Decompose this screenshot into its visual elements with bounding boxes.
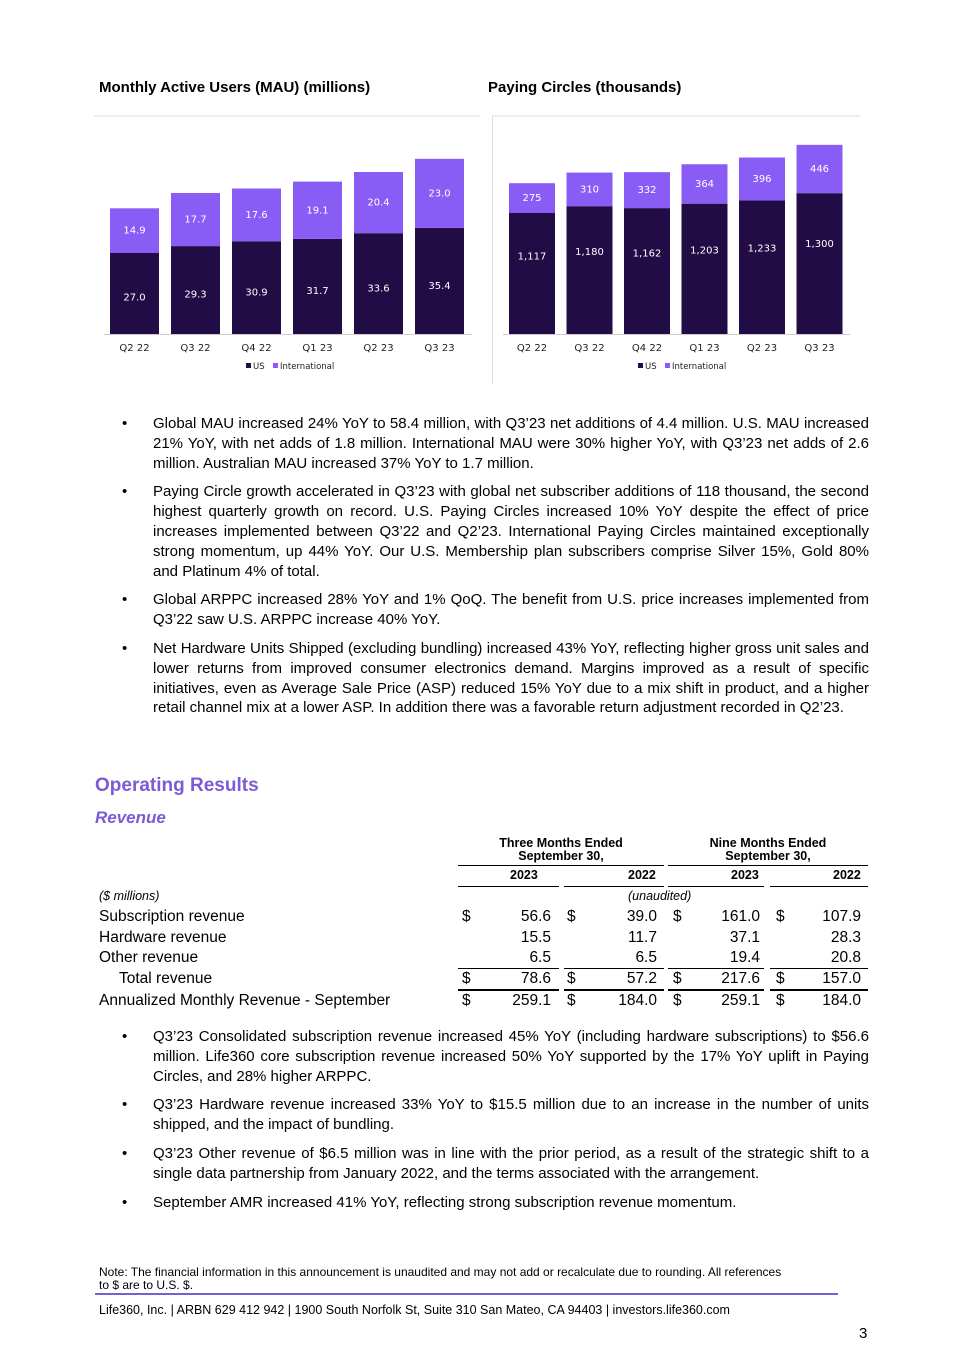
total-rule [458, 989, 559, 991]
table-cell: 184.0 [618, 992, 657, 1009]
table-cell: 57.2 [626, 970, 657, 987]
x-tick-label: Q4 22 [631, 343, 663, 354]
currency-symbol: $ [673, 992, 682, 1009]
x-tick-label: Q1 23 [302, 343, 333, 354]
x-tick-label: Q3 23 [804, 343, 835, 354]
data-label-us: 1,117 [517, 251, 547, 263]
x-tick-label: Q3 22 [574, 343, 605, 354]
year-rule [668, 886, 764, 887]
footer-text: Life360, Inc. | ARBN 629 412 942 | 1900 South Norfolk St, Suite 310 San Mateo, CA 94403 | investors.life360.com [99, 1303, 730, 1317]
data-label-us: 1,180 [575, 247, 604, 259]
table-row-label: Annualized Monthly Revenue - September [99, 992, 391, 1009]
x-tick-label: Q2 22 [516, 343, 548, 354]
total-rule [770, 989, 868, 991]
year-header: 2023 [731, 868, 759, 882]
data-label-international: 310 [579, 184, 600, 196]
header-rule [458, 865, 664, 866]
table-cell: 157.0 [822, 970, 861, 987]
table-cell: 6.5 [635, 949, 657, 966]
legend-swatch-international [273, 363, 278, 368]
subtotal-rule [668, 968, 764, 969]
paying-circles-chart [492, 112, 860, 384]
table-cell: 107.9 [822, 908, 861, 925]
data-label-international: 446 [809, 164, 830, 176]
currency-symbol: $ [567, 992, 576, 1009]
legend-swatch-us [246, 363, 251, 368]
table-cell: 259.1 [512, 992, 551, 1009]
x-tick-label: Q4 22 [241, 343, 272, 354]
currency-symbol: $ [776, 908, 785, 925]
units-label: ($ millions) [99, 889, 160, 903]
data-label-us: 1,162 [632, 248, 662, 260]
currency-symbol: $ [462, 908, 471, 925]
table-cell: 20.8 [830, 949, 861, 966]
list-item: • Paying Circle growth accelerated in Q3’23 with global net subscriber additions of 118 thousand, the second highest quarterly growth on record. U.S. Paying Circles increased 10% YoY despite the effect of price increases implemented between Q3’22 and Q2’23. International Paying Circles maintained exceptionally strong momentum, up 44% YoY. Our U.S. Membership plan subscribers comprise Silver 15%, Gold 80% and Platinum 4% of total. [122, 483, 869, 580]
footer-divider [95, 1293, 838, 1295]
section-title: Operating Results [95, 775, 259, 796]
section-subtitle: Revenue [95, 808, 166, 827]
data-label-us: 33.6 [367, 283, 390, 295]
currency-symbol: $ [776, 992, 785, 1009]
table-row-label: Total revenue [119, 970, 213, 987]
data-label-international: 17.6 [245, 209, 268, 221]
subtotal-rule [458, 968, 559, 969]
x-tick-label: Q2 23 [746, 343, 778, 354]
mau-chart [94, 112, 480, 384]
data-label-us: 27.0 [123, 292, 146, 304]
subtotal-rule [770, 968, 868, 969]
bar-us [739, 200, 785, 334]
year-rule [770, 886, 868, 887]
list-item: • Q3’23 Other revenue of $6.5 million was in line with the prior period, as a result of the strategic shift to a single data partnership from January 2022, and the terms associated with the arrangement. [122, 1144, 869, 1182]
table-cell: 15.5 [520, 929, 551, 946]
table-cell: 161.0 [721, 908, 760, 925]
kpi-bullet-list [97, 414, 869, 727]
legend-label-international: International [280, 362, 335, 372]
nine-months-header: Nine Months Ended September 30, [709, 836, 827, 863]
table-cell: 19.4 [729, 949, 760, 966]
x-tick-label: Q1 23 [689, 343, 720, 354]
table-cell: 78.6 [520, 970, 551, 987]
data-label-us: 29.3 [184, 289, 207, 301]
table-cell: 184.0 [822, 992, 861, 1009]
x-tick-label: Q2 23 [363, 343, 394, 354]
table-cell: 217.6 [721, 970, 760, 987]
bar-us [624, 208, 670, 334]
list-item: • Global MAU increased 24% YoY to 58.4 million, with Q3’23 net additions of 4.4 million. U.S. MAU increased 21% YoY, with net adds of 1.8 million. International MAU were 30% higher YoY, with Q3’23 net adds of 2.6 million. Australian MAU increased 37% YoY to 1.7 million. [122, 415, 869, 472]
list-item: • Net Hardware Units Shipped (excluding bundling) increased 43% YoY, reflecting higher gross unit sales and lower returns from improved consumer electronics demand. Margins improved as a result of specific initiatives, even as Average Sale Price (ASP) reduced 15% YoY due to a mix shift in product, and a higher retail channel mix at a lower ASP. In addition there was a favorable return adjustment recorded in Q2’23. [122, 639, 869, 717]
year-header: 2023 [510, 868, 538, 882]
table-row-label: Hardware revenue [99, 929, 227, 946]
data-label-international: 14.9 [123, 225, 146, 237]
table-cell: 11.7 [627, 929, 657, 946]
total-rule [564, 989, 664, 991]
year-rule [564, 886, 664, 887]
unaudited-label: (unaudited) [628, 889, 692, 903]
bar-us [509, 213, 555, 334]
mau-chart-title: Monthly Active Users (MAU) (millions) [99, 79, 371, 96]
list-item: • Global ARPPC increased 28% YoY and 1% QoQ. The benefit from U.S. price increases implemented from Q3’22 saw U.S. ARPPC increase 40% YoY. [122, 591, 869, 629]
subtotal-rule [564, 968, 664, 969]
currency-symbol: $ [567, 908, 576, 925]
year-rule [458, 886, 559, 887]
data-label-international: 396 [752, 173, 772, 185]
data-label-us: 1,233 [747, 243, 777, 255]
legend-label-international: International [672, 362, 727, 372]
three-months-header: Three Months Ended September 30, [499, 836, 623, 863]
table-row-label: Other revenue [99, 949, 199, 966]
legend-swatch-international [665, 363, 670, 368]
total-rule [668, 989, 764, 991]
table-cell: 6.5 [529, 949, 551, 966]
data-label-us: 31.7 [306, 286, 329, 298]
currency-symbol: $ [567, 970, 576, 987]
data-label-international: 19.1 [306, 205, 329, 217]
data-label-us: 35.4 [428, 281, 451, 293]
year-header: 2022 [628, 868, 656, 882]
table-cell: 259.1 [721, 992, 760, 1009]
legend-label-us: US [253, 362, 265, 372]
x-tick-label: Q3 23 [424, 343, 455, 354]
data-label-international: 275 [522, 193, 542, 205]
list-item: • Q3’23 Consolidated subscription revenue increased 45% YoY (including hardware subscriptions) to $56.6 million. Life360 core subscription revenue increased 50% YoY supported by the 17% YoY uplift in Paying Circles, and 28% higher ARPPC. [122, 1028, 869, 1085]
data-label-international: 17.7 [184, 214, 207, 226]
bar-us [567, 206, 613, 334]
bar-us [682, 204, 728, 334]
currency-symbol: $ [673, 970, 682, 987]
footnote: Note: The financial information in this announcement is unaudited and may not add or recalculate due to rounding. All references to $ are to U.S. $. [99, 1265, 782, 1292]
x-tick-label: Q3 22 [180, 343, 211, 354]
bar-us [797, 193, 843, 334]
data-label-us: 1,203 [690, 245, 719, 257]
legend-label-us: US [645, 362, 657, 372]
header-rule [668, 865, 868, 866]
currency-symbol: $ [673, 908, 682, 925]
list-item: • September AMR increased 41% YoY, reflecting strong subscription revenue momentum. [122, 1193, 737, 1211]
legend-swatch-us [638, 363, 643, 368]
currency-symbol: $ [462, 970, 471, 987]
year-header: 2022 [833, 868, 861, 882]
table-cell: 39.0 [626, 908, 657, 925]
page-number: 3 [859, 1325, 868, 1342]
table-row-label: Subscription revenue [99, 908, 245, 925]
data-label-international: 23.0 [428, 188, 451, 200]
x-tick-label: Q2 22 [119, 343, 150, 354]
list-item: • Q3’23 Hardware revenue increased 33% YoY to $15.5 million due to an increase in the number of units shipped, and the impact of bundling. [122, 1096, 869, 1134]
data-label-international: 20.4 [367, 197, 390, 209]
table-cell: 28.3 [830, 929, 861, 946]
data-label-us: 1,300 [805, 238, 834, 250]
data-label-international: 364 [694, 178, 715, 190]
data-label-us: 30.9 [245, 287, 268, 299]
revenue-bullet-list [97, 1027, 869, 1221]
currency-symbol: $ [462, 992, 471, 1009]
table-cell: 37.1 [729, 929, 760, 946]
table-cell: 56.6 [520, 908, 551, 925]
data-label-international: 332 [637, 185, 657, 197]
circles-chart-title: Paying Circles (thousands) [488, 79, 682, 96]
currency-symbol: $ [776, 970, 785, 987]
